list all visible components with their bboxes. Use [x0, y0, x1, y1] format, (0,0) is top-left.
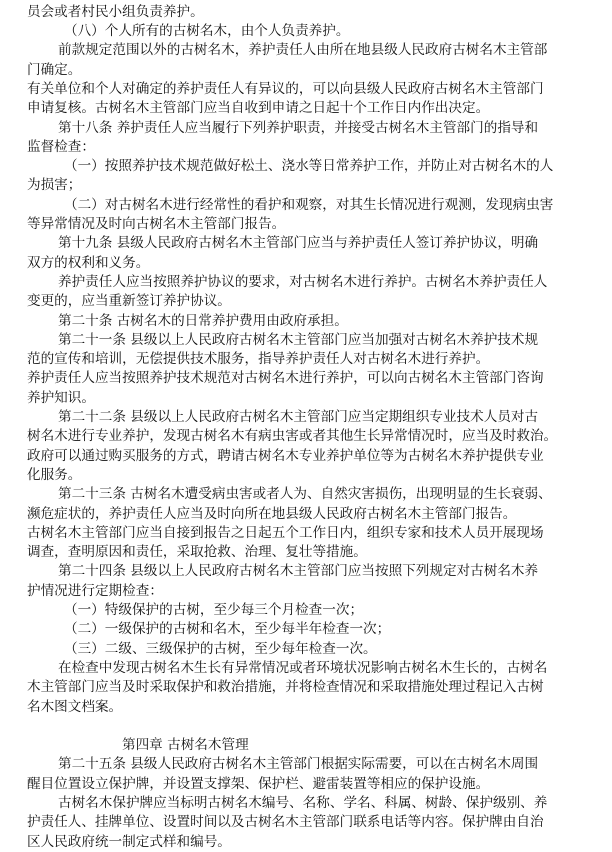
document-line: 木主管部门应当及时采取保护和救治措施，并将检查情况和采取措施处理过程记入古树 [27, 679, 544, 695]
document-line: 第二十条 古树名木的日常养护费用由政府承担。 [58, 313, 348, 329]
document-line: 濒危症状的，养护责任人应当及时向所在地县级人民政府古树名木主管部门报告。 [27, 506, 517, 522]
document-line: （二）对古树名木进行经常性的看护和观察，对其生长情况进行观测，发现病虫害 [64, 197, 554, 213]
document-line: 养护知识。 [27, 390, 95, 406]
document-line: 变更的，应当重新签订养护协议。 [27, 293, 231, 309]
document-line: 申请复核。古树名木主管部门应当自收到申请之日起十个工作日内作出决定。 [27, 100, 490, 116]
document-line: 员会或者村民小组负责养护。 [27, 4, 204, 20]
document-line: 调查，查明原因和责任，采取抢救、治理、复壮等措施。 [27, 544, 367, 560]
document-line: 名木图文档案。 [27, 699, 123, 715]
document-line: 为损害； [27, 177, 82, 193]
document-line: 第二十一条 县级以上人民政府古树名木主管部门应当加强对古树名木养护技术规 [58, 332, 539, 348]
document-line: 第二十三条 古树名木遭受病虫害或者人为、自然灾害损伤，出现明显的生长衰弱、 [58, 486, 552, 502]
document-line: 等异常情况及时向古树名木主管部门报告。 [27, 216, 286, 232]
document-line: 有关单位和个人对确定的养护责任人有异议的，可以向县级人民政府古树名木主管部门 [27, 81, 544, 97]
document-line: 古树名木主管部门应当自接到报告之日起五个工作日内，组织专家和技术人员开展现场 [27, 525, 544, 541]
document-line: （三）二级、三级保护的古树，至少每年检查一次。 [64, 641, 377, 657]
document-line: 第十九条 县级人民政府古树名木主管部门应当与养护责任人签订养护协议，明确 [58, 235, 539, 251]
document-line: 醒目位置设立保护牌，并设置支撑架、保护栏、避雷装置等相应的保护设施。 [27, 776, 490, 792]
document-line: 养护责任人应当按照养护技术规范对古树名木进行养护，可以向古树名木主管部门咨询 [27, 370, 544, 386]
document-line: 树名木进行专业养护，发现古树名木有病虫害或者其他生长异常情况时，应当及时救治。 [27, 428, 558, 444]
document-line: 范的宣传和培训，无偿提供技术服务，指导养护责任人对古树名木进行养护。 [27, 351, 490, 367]
document-line: 第二十二条 县级以上人民政府古树名木主管部门应当定期组织专业技术人员对古 [58, 409, 539, 425]
document-line: 第十八条 养护责任人应当履行下列养护职责，并接受古树名木主管部门的指导和 [58, 120, 539, 136]
document-line: 门确定。 [27, 62, 82, 78]
document-line: 在检查中发现古树名木生长有异常情况或者环境状况影响古树名木生长的，古树名 [58, 660, 548, 676]
document-line: （八）个人所有的古树名木，由个人负责养护。 [64, 23, 350, 39]
document-line: （二）一级保护的古树和名木，至少每半年检查一次； [64, 621, 391, 637]
document-line: （一）特级保护的古树，至少每三个月检查一次； [64, 602, 364, 618]
document-line: 第二十四条 县级以上人民政府古树名木主管部门应当按照下列规定对古树名木养 [58, 563, 539, 579]
document-line: 护情况进行定期检查： [27, 583, 163, 599]
document-line: 双方的权利和义务。 [27, 255, 150, 271]
document-line: 政府可以通过购买服务的方式，聘请古树名木专业养护单位等为古树名木养护提供专业 [27, 448, 544, 464]
document-line: 前款规定范围以外的古树名木，养护责任人由所在地县级人民政府古树名木主管部 [58, 42, 548, 58]
document-line: 第二十五条 县级人民政府古树名木主管部门根据实际需要，可以在古树名木周围 [58, 756, 539, 772]
document-line: 古树名木保护牌应当标明古树名木编号、名称、学名、科属、树龄、保护级别、养 [58, 795, 548, 811]
document-line: 监督检查： [27, 139, 95, 155]
document-line: （一）按照养护技术规范做好松土、浇水等日常养护工作，并防止对古树名木的人 [64, 158, 554, 174]
document-line: 养护责任人应当按照养护协议的要求，对古树名木进行养护。古树名木养护责任人 [58, 274, 548, 290]
document-line: 化服务。 [27, 467, 82, 483]
document-line: 护责任人、挂牌单位、设置时间以及古树名木主管部门联系电话等内容。保护牌由自治 [27, 814, 544, 830]
document-line: 区人民政府统一制定式样和编号。 [27, 834, 231, 850]
chapter-heading: 第四章 古树名木管理 [122, 737, 249, 753]
